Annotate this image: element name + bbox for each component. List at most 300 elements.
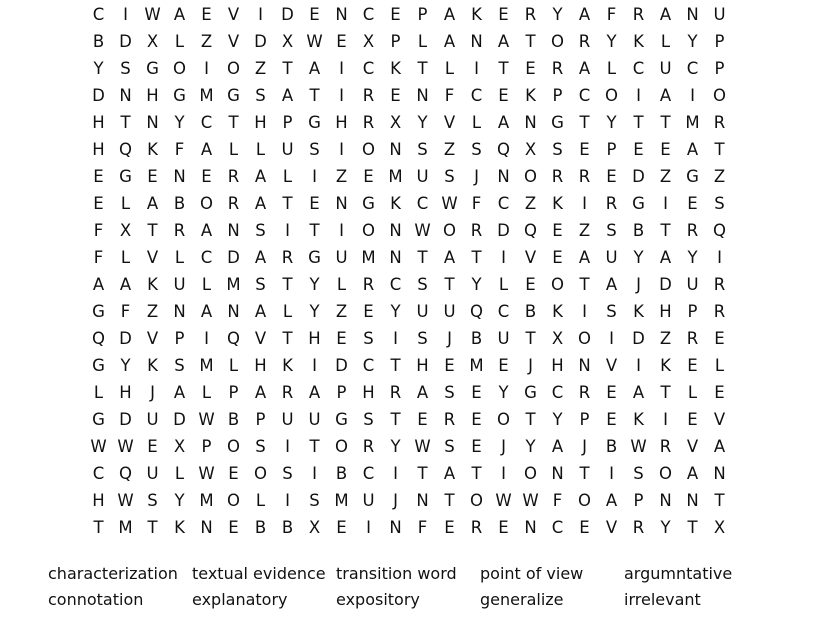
grid-cell[interactable]: H [92,113,105,132]
grid-cell[interactable]: H [308,329,321,348]
grid-cell[interactable]: Z [335,167,348,186]
grid-cell[interactable]: G [308,248,321,267]
grid-cell[interactable]: Y [525,437,536,456]
grid-cell[interactable]: Y [552,5,563,24]
grid-cell[interactable]: N [578,356,591,375]
grid-cell[interactable]: E [336,32,347,51]
grid-cell[interactable]: A [146,194,159,213]
grid-cell[interactable]: Q [227,329,240,348]
grid-cell[interactable]: S [471,140,482,159]
grid-cell[interactable]: M [388,167,403,186]
grid-cell[interactable]: R [362,113,375,132]
grid-cell[interactable]: C [92,5,105,24]
grid-cell[interactable]: G [92,356,105,375]
grid-cell[interactable]: T [444,275,455,294]
grid-cell[interactable]: N [389,248,402,267]
grid-cell[interactable]: E [525,275,536,294]
grid-cell[interactable]: R [362,437,375,456]
grid-cell[interactable]: G [173,86,186,105]
grid-cell[interactable]: F [417,518,428,537]
grid-cell[interactable]: E [228,464,239,483]
grid-cell[interactable]: L [93,383,104,402]
grid-cell[interactable]: E [390,86,401,105]
grid-cell[interactable]: D [335,356,348,375]
grid-cell[interactable]: I [312,464,317,483]
grid-cell[interactable]: C [497,194,510,213]
grid-cell[interactable]: B [173,194,186,213]
grid-cell[interactable]: E [336,518,347,537]
grid-cell[interactable]: Z [659,329,672,348]
grid-cell[interactable]: P [282,113,293,132]
grid-cell[interactable]: I [258,5,263,24]
grid-cell[interactable]: E [444,518,455,537]
grid-cell[interactable]: U [659,59,672,78]
grid-cell[interactable]: E [363,302,374,321]
grid-cell[interactable]: N [713,464,726,483]
grid-cell[interactable]: E [687,356,698,375]
grid-cell[interactable]: K [147,356,158,375]
grid-cell[interactable]: G [92,410,105,429]
grid-cell[interactable]: A [497,32,510,51]
grid-cell[interactable]: U [605,248,618,267]
grid-cell[interactable]: O [524,167,537,186]
grid-cell[interactable]: A [686,140,699,159]
grid-cell[interactable]: A [605,275,618,294]
grid-cell[interactable]: L [282,167,293,186]
grid-cell[interactable]: N [497,167,510,186]
grid-cell[interactable]: I [339,59,344,78]
grid-cell[interactable]: A [308,383,321,402]
grid-cell[interactable]: F [471,194,482,213]
grid-cell[interactable]: M [199,356,214,375]
grid-cell[interactable]: J [150,383,155,402]
grid-cell[interactable]: N [389,518,402,537]
grid-cell[interactable]: R [713,275,726,294]
grid-cell[interactable]: N [227,221,240,240]
grid-cell[interactable]: I [285,221,290,240]
grid-cell[interactable]: L [660,32,671,51]
grid-cell[interactable]: T [498,59,509,78]
grid-cell[interactable]: S [444,383,455,402]
grid-cell[interactable]: L [201,275,212,294]
grid-cell[interactable]: L [417,32,428,51]
grid-cell[interactable]: T [309,86,320,105]
grid-cell[interactable]: J [501,437,506,456]
grid-cell[interactable]: D [227,248,240,267]
grid-cell[interactable]: M [334,491,349,510]
grid-cell[interactable]: D [119,410,132,429]
grid-cell[interactable]: I [501,464,506,483]
grid-cell[interactable]: V [146,329,159,348]
grid-cell[interactable]: W [414,221,431,240]
grid-cell[interactable]: U [335,248,348,267]
grid-cell[interactable]: Y [660,518,671,537]
grid-cell[interactable]: R [578,167,591,186]
grid-cell[interactable]: O [497,410,510,429]
grid-cell[interactable]: Z [254,59,267,78]
grid-cell[interactable]: Y [417,113,428,132]
grid-cell[interactable]: L [606,59,617,78]
grid-cell[interactable]: V [605,518,618,537]
grid-cell[interactable]: W [495,491,512,510]
grid-cell[interactable]: N [335,5,348,24]
grid-cell[interactable]: N [686,491,699,510]
grid-cell[interactable]: D [632,329,645,348]
grid-cell[interactable]: N [524,518,537,537]
grid-cell[interactable]: R [632,518,645,537]
grid-cell[interactable]: A [686,464,699,483]
grid-cell[interactable]: E [471,437,482,456]
grid-cell[interactable]: F [93,248,104,267]
grid-cell[interactable]: C [389,275,402,294]
grid-cell[interactable]: E [93,167,104,186]
grid-cell[interactable]: G [119,167,132,186]
grid-cell[interactable]: L [120,248,131,267]
grid-cell[interactable]: I [285,437,290,456]
grid-cell[interactable]: P [552,86,563,105]
grid-cell[interactable]: T [228,113,239,132]
grid-cell[interactable]: H [119,383,132,402]
grid-cell[interactable]: H [254,356,267,375]
grid-cell[interactable]: G [551,113,564,132]
grid-cell[interactable]: Q [92,329,105,348]
grid-cell[interactable]: E [309,194,320,213]
grid-cell[interactable]: R [686,221,699,240]
grid-cell[interactable]: T [120,113,131,132]
grid-cell[interactable]: X [119,221,132,240]
grid-cell[interactable]: Z [578,221,591,240]
grid-cell[interactable]: S [606,221,617,240]
grid-cell[interactable]: T [417,464,428,483]
grid-cell[interactable]: T [660,221,671,240]
grid-cell[interactable]: E [471,410,482,429]
grid-cell[interactable]: B [227,410,240,429]
grid-cell[interactable]: Z [335,302,348,321]
grid-cell[interactable]: R [470,221,483,240]
grid-cell[interactable]: E [390,5,401,24]
grid-cell[interactable]: E [633,140,644,159]
grid-cell[interactable]: G [146,59,159,78]
grid-cell[interactable]: Y [552,410,563,429]
grid-cell[interactable]: M [199,491,214,510]
grid-cell[interactable]: W [414,437,431,456]
grid-cell[interactable]: S [606,302,617,321]
grid-cell[interactable]: Q [119,140,132,159]
grid-cell[interactable]: E [606,383,617,402]
grid-cell[interactable]: S [255,221,266,240]
grid-cell[interactable]: K [633,302,644,321]
grid-cell[interactable]: N [551,464,564,483]
grid-cell[interactable]: V [227,5,240,24]
grid-cell[interactable]: G [524,383,537,402]
grid-cell[interactable]: U [497,329,510,348]
grid-cell[interactable]: Y [120,356,131,375]
grid-cell[interactable]: I [204,329,209,348]
grid-cell[interactable]: B [254,518,267,537]
grid-cell[interactable]: N [173,167,186,186]
grid-cell[interactable]: T [282,275,293,294]
grid-cell[interactable]: R [470,518,483,537]
grid-cell[interactable]: I [339,140,344,159]
grid-cell[interactable]: J [582,437,587,456]
grid-cell[interactable]: I [312,356,317,375]
grid-cell[interactable]: C [551,383,564,402]
grid-cell[interactable]: O [227,491,240,510]
grid-cell[interactable]: U [281,140,294,159]
grid-cell[interactable]: U [443,302,456,321]
grid-cell[interactable]: A [254,248,267,267]
grid-cell[interactable]: T [282,329,293,348]
grid-cell[interactable]: N [173,302,186,321]
grid-cell[interactable]: A [200,140,213,159]
grid-cell[interactable]: U [281,410,294,429]
grid-cell[interactable]: T [525,329,536,348]
grid-cell[interactable]: E [498,86,509,105]
grid-cell[interactable]: B [470,329,483,348]
grid-cell[interactable]: M [685,113,700,132]
grid-cell[interactable]: J [393,491,398,510]
grid-cell[interactable]: S [309,140,320,159]
grid-cell[interactable]: Y [633,248,644,267]
grid-cell[interactable]: O [200,194,213,213]
grid-cell[interactable]: V [443,113,456,132]
grid-cell[interactable]: T [660,113,671,132]
grid-cell[interactable]: A [254,167,267,186]
grid-cell[interactable]: I [690,86,695,105]
grid-cell[interactable]: W [117,491,134,510]
grid-cell[interactable]: C [362,5,375,24]
grid-cell[interactable]: P [633,491,644,510]
grid-cell[interactable]: E [714,383,725,402]
grid-cell[interactable]: V [713,410,726,429]
grid-cell[interactable]: O [227,59,240,78]
grid-cell[interactable]: L [714,356,725,375]
grid-cell[interactable]: G [227,86,240,105]
grid-cell[interactable]: A [659,248,672,267]
grid-cell[interactable]: O [254,464,267,483]
grid-cell[interactable]: T [309,221,320,240]
grid-cell[interactable]: L [201,383,212,402]
grid-cell[interactable]: K [282,356,293,375]
grid-cell[interactable]: S [255,275,266,294]
grid-cell[interactable]: A [281,86,294,105]
grid-cell[interactable]: A [443,248,456,267]
grid-cell[interactable]: P [201,437,212,456]
grid-cell[interactable]: U [686,275,699,294]
grid-cell[interactable]: H [146,86,159,105]
grid-cell[interactable]: R [227,194,240,213]
grid-cell[interactable]: K [471,5,482,24]
grid-cell[interactable]: T [390,356,401,375]
grid-cell[interactable]: L [498,275,509,294]
grid-cell[interactable]: E [552,248,563,267]
grid-cell[interactable]: L [255,140,266,159]
grid-cell[interactable]: U [146,464,159,483]
grid-cell[interactable]: C [632,59,645,78]
grid-cell[interactable]: U [713,5,726,24]
grid-cell[interactable]: H [659,302,672,321]
grid-cell[interactable]: L [120,194,131,213]
grid-cell[interactable]: X [713,518,726,537]
grid-cell[interactable]: G [335,410,348,429]
grid-cell[interactable]: H [362,383,375,402]
grid-cell[interactable]: D [92,86,105,105]
grid-cell[interactable]: D [173,410,186,429]
grid-cell[interactable]: T [714,491,725,510]
grid-cell[interactable]: D [119,32,132,51]
grid-cell[interactable]: T [282,194,293,213]
grid-cell[interactable]: N [659,491,672,510]
grid-cell[interactable]: P [417,5,428,24]
grid-cell[interactable]: G [632,194,645,213]
grid-cell[interactable]: H [416,356,429,375]
grid-cell[interactable]: A [200,221,213,240]
grid-cell[interactable]: P [579,410,590,429]
grid-cell[interactable]: I [339,221,344,240]
grid-cell[interactable]: I [123,5,128,24]
grid-cell[interactable]: V [227,32,240,51]
grid-cell[interactable]: O [443,221,456,240]
grid-cell[interactable]: E [498,356,509,375]
grid-cell[interactable]: Y [606,113,617,132]
grid-cell[interactable]: T [309,437,320,456]
grid-cell[interactable]: A [659,86,672,105]
grid-cell[interactable]: R [713,113,726,132]
grid-cell[interactable]: R [551,167,564,186]
grid-cell[interactable]: R [605,194,618,213]
grid-cell[interactable]: A [578,59,591,78]
grid-cell[interactable]: I [582,194,587,213]
grid-cell[interactable]: E [471,383,482,402]
grid-cell[interactable]: I [393,329,398,348]
grid-cell[interactable]: A [119,275,132,294]
grid-cell[interactable]: X [281,32,294,51]
grid-cell[interactable]: C [497,302,510,321]
grid-cell[interactable]: V [146,248,159,267]
grid-cell[interactable]: N [686,5,699,24]
grid-cell[interactable]: R [713,302,726,321]
grid-cell[interactable]: F [120,302,131,321]
grid-cell[interactable]: I [501,248,506,267]
grid-cell[interactable]: V [605,356,618,375]
grid-cell[interactable]: V [254,329,267,348]
grid-cell[interactable]: R [551,59,564,78]
grid-cell[interactable]: C [416,194,429,213]
grid-cell[interactable]: B [335,464,348,483]
grid-cell[interactable]: R [443,410,456,429]
grid-cell[interactable]: A [713,437,726,456]
grid-cell[interactable]: T [147,518,158,537]
grid-cell[interactable]: R [362,275,375,294]
grid-cell[interactable]: W [144,5,161,24]
grid-cell[interactable]: R [362,86,375,105]
grid-cell[interactable]: I [663,410,668,429]
grid-cell[interactable]: K [552,302,563,321]
grid-cell[interactable]: S [255,437,266,456]
grid-cell[interactable]: T [147,221,158,240]
grid-cell[interactable]: I [663,194,668,213]
grid-cell[interactable]: I [609,329,614,348]
grid-cell[interactable]: T [471,464,482,483]
grid-cell[interactable]: J [528,356,533,375]
grid-cell[interactable]: E [714,329,725,348]
grid-cell[interactable]: Y [309,275,320,294]
grid-cell[interactable]: X [308,518,321,537]
grid-cell[interactable]: W [198,464,215,483]
grid-cell[interactable]: C [92,464,105,483]
grid-cell[interactable]: H [551,356,564,375]
grid-cell[interactable]: D [659,275,672,294]
grid-cell[interactable]: K [390,59,401,78]
grid-cell[interactable]: E [579,518,590,537]
grid-cell[interactable]: O [713,86,726,105]
grid-cell[interactable]: U [416,302,429,321]
grid-cell[interactable]: I [609,464,614,483]
grid-cell[interactable]: A [632,383,645,402]
grid-cell[interactable]: K [633,32,644,51]
grid-cell[interactable]: L [228,140,239,159]
grid-cell[interactable]: O [227,437,240,456]
grid-cell[interactable]: T [417,248,428,267]
grid-cell[interactable]: E [552,221,563,240]
grid-cell[interactable]: Q [524,221,537,240]
grid-cell[interactable]: S [363,329,374,348]
grid-cell[interactable]: T [390,410,401,429]
grid-cell[interactable]: B [605,437,618,456]
grid-cell[interactable]: Z [146,302,159,321]
grid-cell[interactable]: I [204,59,209,78]
grid-cell[interactable]: I [636,356,641,375]
grid-cell[interactable]: H [254,113,267,132]
grid-cell[interactable]: S [120,59,131,78]
grid-cell[interactable]: J [636,275,641,294]
grid-cell[interactable]: E [201,5,212,24]
grid-cell[interactable]: D [281,5,294,24]
grid-cell[interactable]: P [390,32,401,51]
grid-cell[interactable]: D [254,32,267,51]
grid-cell[interactable]: X [362,32,375,51]
grid-cell[interactable]: L [282,302,293,321]
grid-cell[interactable]: Y [174,491,185,510]
grid-cell[interactable]: A [659,5,672,24]
grid-cell[interactable]: T [417,59,428,78]
grid-cell[interactable]: O [578,491,591,510]
grid-cell[interactable]: B [524,302,537,321]
grid-cell[interactable]: Y [606,32,617,51]
grid-cell[interactable]: L [174,248,185,267]
grid-cell[interactable]: F [444,86,455,105]
grid-cell[interactable]: P [255,410,266,429]
grid-cell[interactable]: B [92,32,105,51]
grid-cell[interactable]: S [282,464,293,483]
grid-cell[interactable]: P [606,140,617,159]
grid-cell[interactable]: C [200,113,213,132]
grid-cell[interactable]: Z [200,32,213,51]
grid-cell[interactable]: A [308,59,321,78]
grid-cell[interactable]: M [118,518,133,537]
grid-cell[interactable]: E [687,194,698,213]
grid-cell[interactable]: E [228,518,239,537]
grid-cell[interactable]: Z [659,167,672,186]
grid-cell[interactable]: C [686,59,699,78]
grid-cell[interactable]: E [147,437,158,456]
grid-cell[interactable]: S [552,140,563,159]
grid-cell[interactable]: L [471,113,482,132]
grid-cell[interactable]: A [605,491,618,510]
grid-cell[interactable]: C [470,86,483,105]
grid-cell[interactable]: S [309,491,320,510]
grid-cell[interactable]: K [660,356,671,375]
